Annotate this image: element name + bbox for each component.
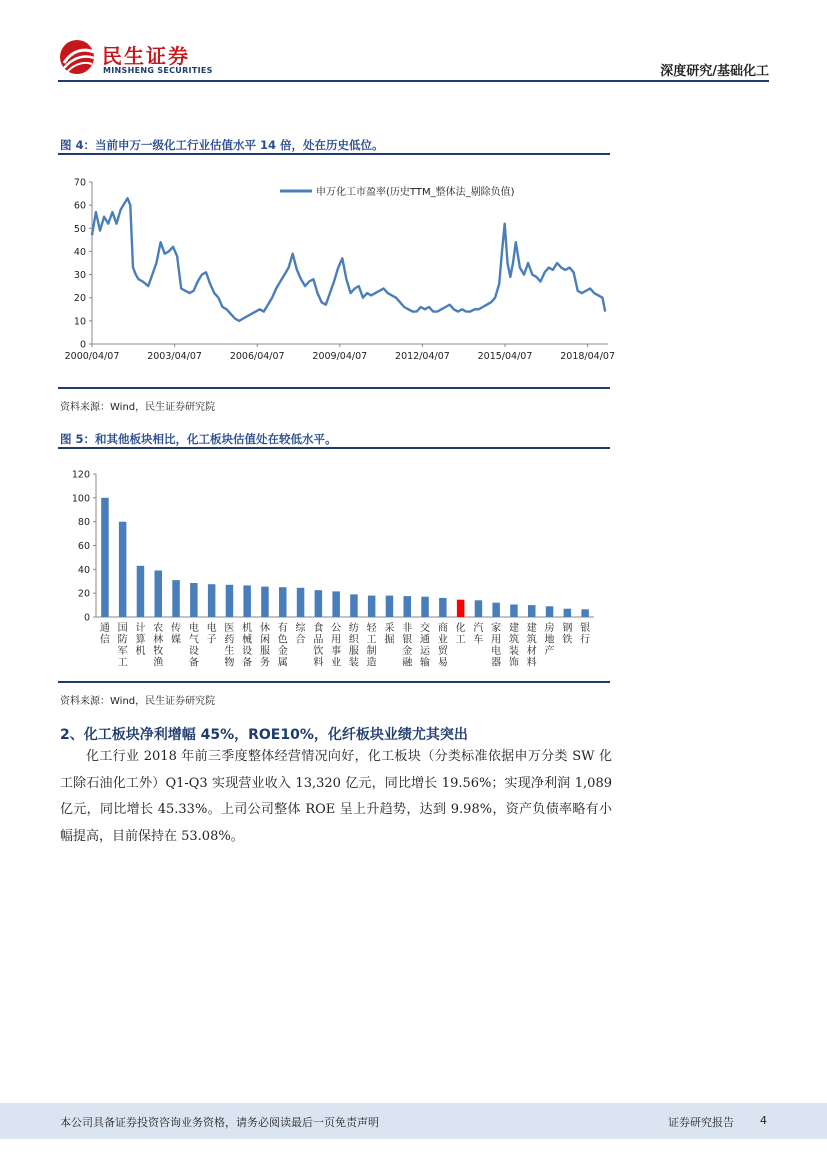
bar-category-char: 用 [331,634,342,646]
bar-category-char: 料 [313,657,324,669]
bar-category-char: 化 [455,623,466,634]
bar-category-char: 业 [437,634,448,646]
bar-category-char: 牧 [153,646,164,657]
footer-disclaimer: 本公司具备证券投资咨询业务资格，请务必阅读最后一页免责声明 [60,1116,379,1129]
bar-17 [404,596,412,617]
bar-category-label [456,621,466,646]
bar-category-char: 服 [348,646,359,657]
bar-category-label [260,621,270,669]
line-x-tick-label: 2000/04/07 [64,351,120,362]
bar-category-label [545,621,555,657]
bar-16 [386,596,394,617]
bar-category-char: 渔 [153,657,164,669]
bar-category-char: 造 [366,657,377,669]
bar-category-char: 机 [242,623,253,634]
bar-18 [421,597,429,617]
bar-category-label [491,622,501,669]
bar-category-char: 通 [420,634,431,646]
bar-category-char: 农 [153,623,164,634]
bar-category-label [438,621,449,669]
bar-category-char: 融 [402,657,413,669]
bar-category-char: 综 [295,623,306,634]
bar-y-tick-label: 80 [77,517,90,529]
bar-category-char: 铁 [562,634,573,646]
bar-category-label [349,621,360,669]
bar-category-label [367,622,378,669]
bar-category-char: 国 [117,623,128,634]
bar-category-label [296,621,307,646]
bar-category-char: 传 [171,623,182,634]
bar-21 [475,600,483,617]
bar-23 [510,605,518,618]
figure4-title: 图 4：当前申万一级化工行业估值水平 14 倍，处在历史低位。 [60,138,384,152]
logo-text-en: MINSHENG SECURITIES [103,66,213,75]
bar-category-char: 生 [224,646,235,657]
bar-category-char: 防 [117,634,128,646]
bar-category-label [224,622,234,669]
bar-category-char: 车 [473,634,484,646]
footer-report-type: 证券研究报告 [668,1116,734,1129]
bar-category-char: 易 [437,657,448,669]
section-heading: 2、化工板块净利增幅 45%，ROE10%，化纤板块业绩尤其突出 [60,727,468,743]
line-x-tick-label: 2012/04/07 [395,351,450,362]
bar-3 [155,571,163,618]
bar-category-char: 汽 [473,623,484,634]
bar-11 [297,588,305,617]
line-y-tick-label: 10 [73,316,86,328]
figure5-top-rule [58,447,610,449]
bar-category-char: 电 [491,646,502,657]
bar-category-char: 品 [313,634,324,646]
bar-category-char: 闲 [259,634,270,646]
bar-category-char: 算 [135,634,146,646]
pe-line-chart [58,170,618,370]
bar-category-char: 色 [277,634,288,646]
bar-y-tick-label: 20 [77,588,90,600]
bar-category-label [153,621,163,669]
line-x-tick-label: 2003/04/07 [147,351,202,362]
bar-category-char: 军 [117,646,128,657]
valuation-bar-chart [58,462,618,674]
bar-category-char: 备 [188,657,199,669]
bar-category-char: 金 [277,646,288,657]
bar-category-char: 行 [580,634,591,646]
bar-y-tick-label: 0 [83,612,90,624]
bar-category-label [420,621,431,669]
line-y-tick-label: 70 [73,177,86,189]
bar-category-label [331,623,341,669]
bar-category-label [384,621,394,646]
bar-12 [315,590,323,617]
bar-14 [350,594,358,617]
bar-category-char: 材 [526,646,537,657]
bar-7 [226,585,234,617]
line-y-tick-label: 60 [73,200,86,212]
line-y-tick-label: 0 [79,339,86,351]
bar-category-char: 属 [277,657,288,669]
bar-category-label [278,621,288,669]
bar-category-label [402,621,413,669]
bar-category-char: 气 [188,634,199,646]
bar-category-label [473,622,483,646]
bar-category-label [562,621,572,646]
bar-category-label [580,621,590,646]
bar-category-char: 公 [331,623,342,634]
report-category: 深度研究/基础化工 [660,64,769,79]
bar-category-char: 设 [242,646,253,657]
bar-category-char: 房 [544,623,555,634]
bar-category-char: 制 [366,646,377,657]
bar-8 [243,585,251,617]
bar-category-char: 林 [153,634,164,646]
figure4-top-rule [58,153,610,155]
bar-category-char: 运 [420,646,431,657]
bar-category-char: 通 [99,623,110,634]
bar-category-char: 筑 [526,634,537,646]
bar-13 [332,591,340,617]
bar-6 [208,584,216,617]
bar-category-char: 建 [526,623,537,634]
bar-2 [137,566,145,617]
bar-category-char: 休 [259,623,270,634]
bar-15 [368,596,376,617]
bar-category-char: 电 [206,623,217,634]
bar-category-char: 地 [544,634,555,646]
bar-category-char: 医 [224,623,235,634]
bar-category-label [527,621,537,669]
figure4-source: 资料来源：Wind，民生证券研究院 [60,402,216,413]
logo-mark-icon [58,38,98,76]
bar-20 [457,600,465,617]
bar-category-label [189,621,199,669]
line-x-tick-label: 2009/04/07 [312,351,368,362]
bar-category-char: 产 [544,646,555,657]
bar-category-char: 计 [135,623,146,634]
bar-category-char: 家 [491,623,502,634]
bar-category-label [509,621,519,669]
bar-category-char: 药 [224,634,235,646]
bar-category-char: 工 [117,657,128,669]
bar-y-tick-label: 100 [71,493,90,505]
bar-category-char: 金 [402,646,413,657]
bar-category-char: 饰 [508,657,519,669]
brand-logo [58,38,213,80]
bar-22 [492,603,500,617]
bar-category-label [242,621,252,669]
bar-category-char: 合 [295,634,306,646]
bar-category-char: 器 [491,657,502,669]
bar-y-tick-label: 60 [77,541,90,552]
line-x-tick-label: 2015/04/07 [477,351,533,362]
bar-category-char: 备 [242,657,253,669]
line-x-tick-label: 2006/04/07 [229,351,285,362]
bar-0 [101,498,109,617]
bar-category-char: 饮 [313,646,324,657]
bar-27 [581,609,589,617]
page-number: 4 [760,1114,767,1127]
bar-category-char: 输 [420,657,431,669]
bar-category-char: 建 [508,623,519,634]
bar-category-char: 物 [224,657,235,669]
line-x-tick-label: 2018/04/07 [560,351,616,362]
bar-24 [528,605,536,617]
figure5-source: 资料来源：Wind，民生证券研究院 [60,696,216,707]
bar-category-char: 银 [580,623,591,634]
bar-category-char: 采 [384,623,395,634]
bar-4 [172,580,180,617]
bar-19 [439,598,447,617]
section-paragraph: 化工行业 2018 年前三季度整体经营情况向好，化工板块（分类标准依据申万分类 SW 化工除石油化工外）Q1-Q3 实现营业收入 13,320 亿元，同比增长 19.56%；实现净利润 1,089 亿元，同比增长 45.33%。上司公司整体 ROE 呈上升趋势，达到 9.98%，资产负债率略有小幅提高，目前保持在 53.08%。 [60,749,612,844]
bar-y-tick-label: 120 [71,469,90,481]
bar-26 [564,609,572,617]
bar-category-char: 筑 [508,634,519,646]
line-y-tick-label: 20 [73,293,86,305]
bar-category-char: 食 [313,623,324,634]
bar-category-char: 交 [420,623,431,634]
bar-category-char: 械 [242,634,253,646]
line-legend-label: 申万化工市盈率(历史TTM_整体法_剔除负值) [316,187,515,198]
bar-category-char: 机 [135,646,146,657]
bar-category-char: 电 [188,623,199,634]
bar-y-tick-label: 40 [77,564,90,576]
bar-category-char: 用 [491,634,502,646]
bar-category-char: 信 [99,634,110,646]
bar-category-char: 钢 [562,623,573,634]
bar-category-char: 非 [402,623,413,634]
bar-category-char: 有 [277,623,288,634]
bar-category-label [118,622,128,669]
bar-category-char: 事 [331,646,342,657]
bar-category-char: 贸 [437,646,448,657]
bar-category-label [135,621,145,657]
bar-category-char: 服 [259,646,270,657]
bar-category-label [313,621,323,669]
bar-category-char: 工 [366,634,377,646]
bar-category-label [207,621,217,646]
bar-category-char: 工 [455,634,466,646]
bar-category-char: 业 [331,657,342,669]
bar-category-label [171,621,181,646]
line-y-tick-label: 50 [73,223,86,235]
bar-9 [261,587,269,617]
bar-1 [119,522,127,617]
bar-category-label [100,622,110,646]
figure5-bottom-rule [58,681,610,683]
bar-5 [190,583,198,617]
figure4-bottom-rule [58,387,610,389]
bar-category-char: 装 [348,657,359,669]
header-divider [58,80,769,82]
bar-10 [279,587,287,617]
bar-category-char: 子 [206,634,217,646]
bar-category-char: 务 [259,657,270,669]
logo-text-cn: 民生证券 [102,44,190,68]
bar-category-char: 商 [437,623,448,634]
line-y-tick-label: 30 [73,270,86,282]
bar-25 [546,606,554,617]
bar-category-char: 设 [188,646,199,657]
bar-category-char: 纺 [348,623,359,634]
bar-category-char: 料 [526,657,537,669]
bar-category-char: 掘 [384,634,395,646]
pe-series-line [92,198,605,321]
bar-category-char: 轻 [366,623,377,634]
bar-category-char: 织 [348,634,359,646]
bar-category-char: 装 [508,646,519,657]
bar-category-char: 银 [402,634,413,646]
line-y-tick-label: 40 [73,246,86,258]
bar-category-char: 媒 [171,634,182,646]
figure5-title: 图 5：和其他板块相比，化工板块估值处在较低水平。 [60,432,337,446]
